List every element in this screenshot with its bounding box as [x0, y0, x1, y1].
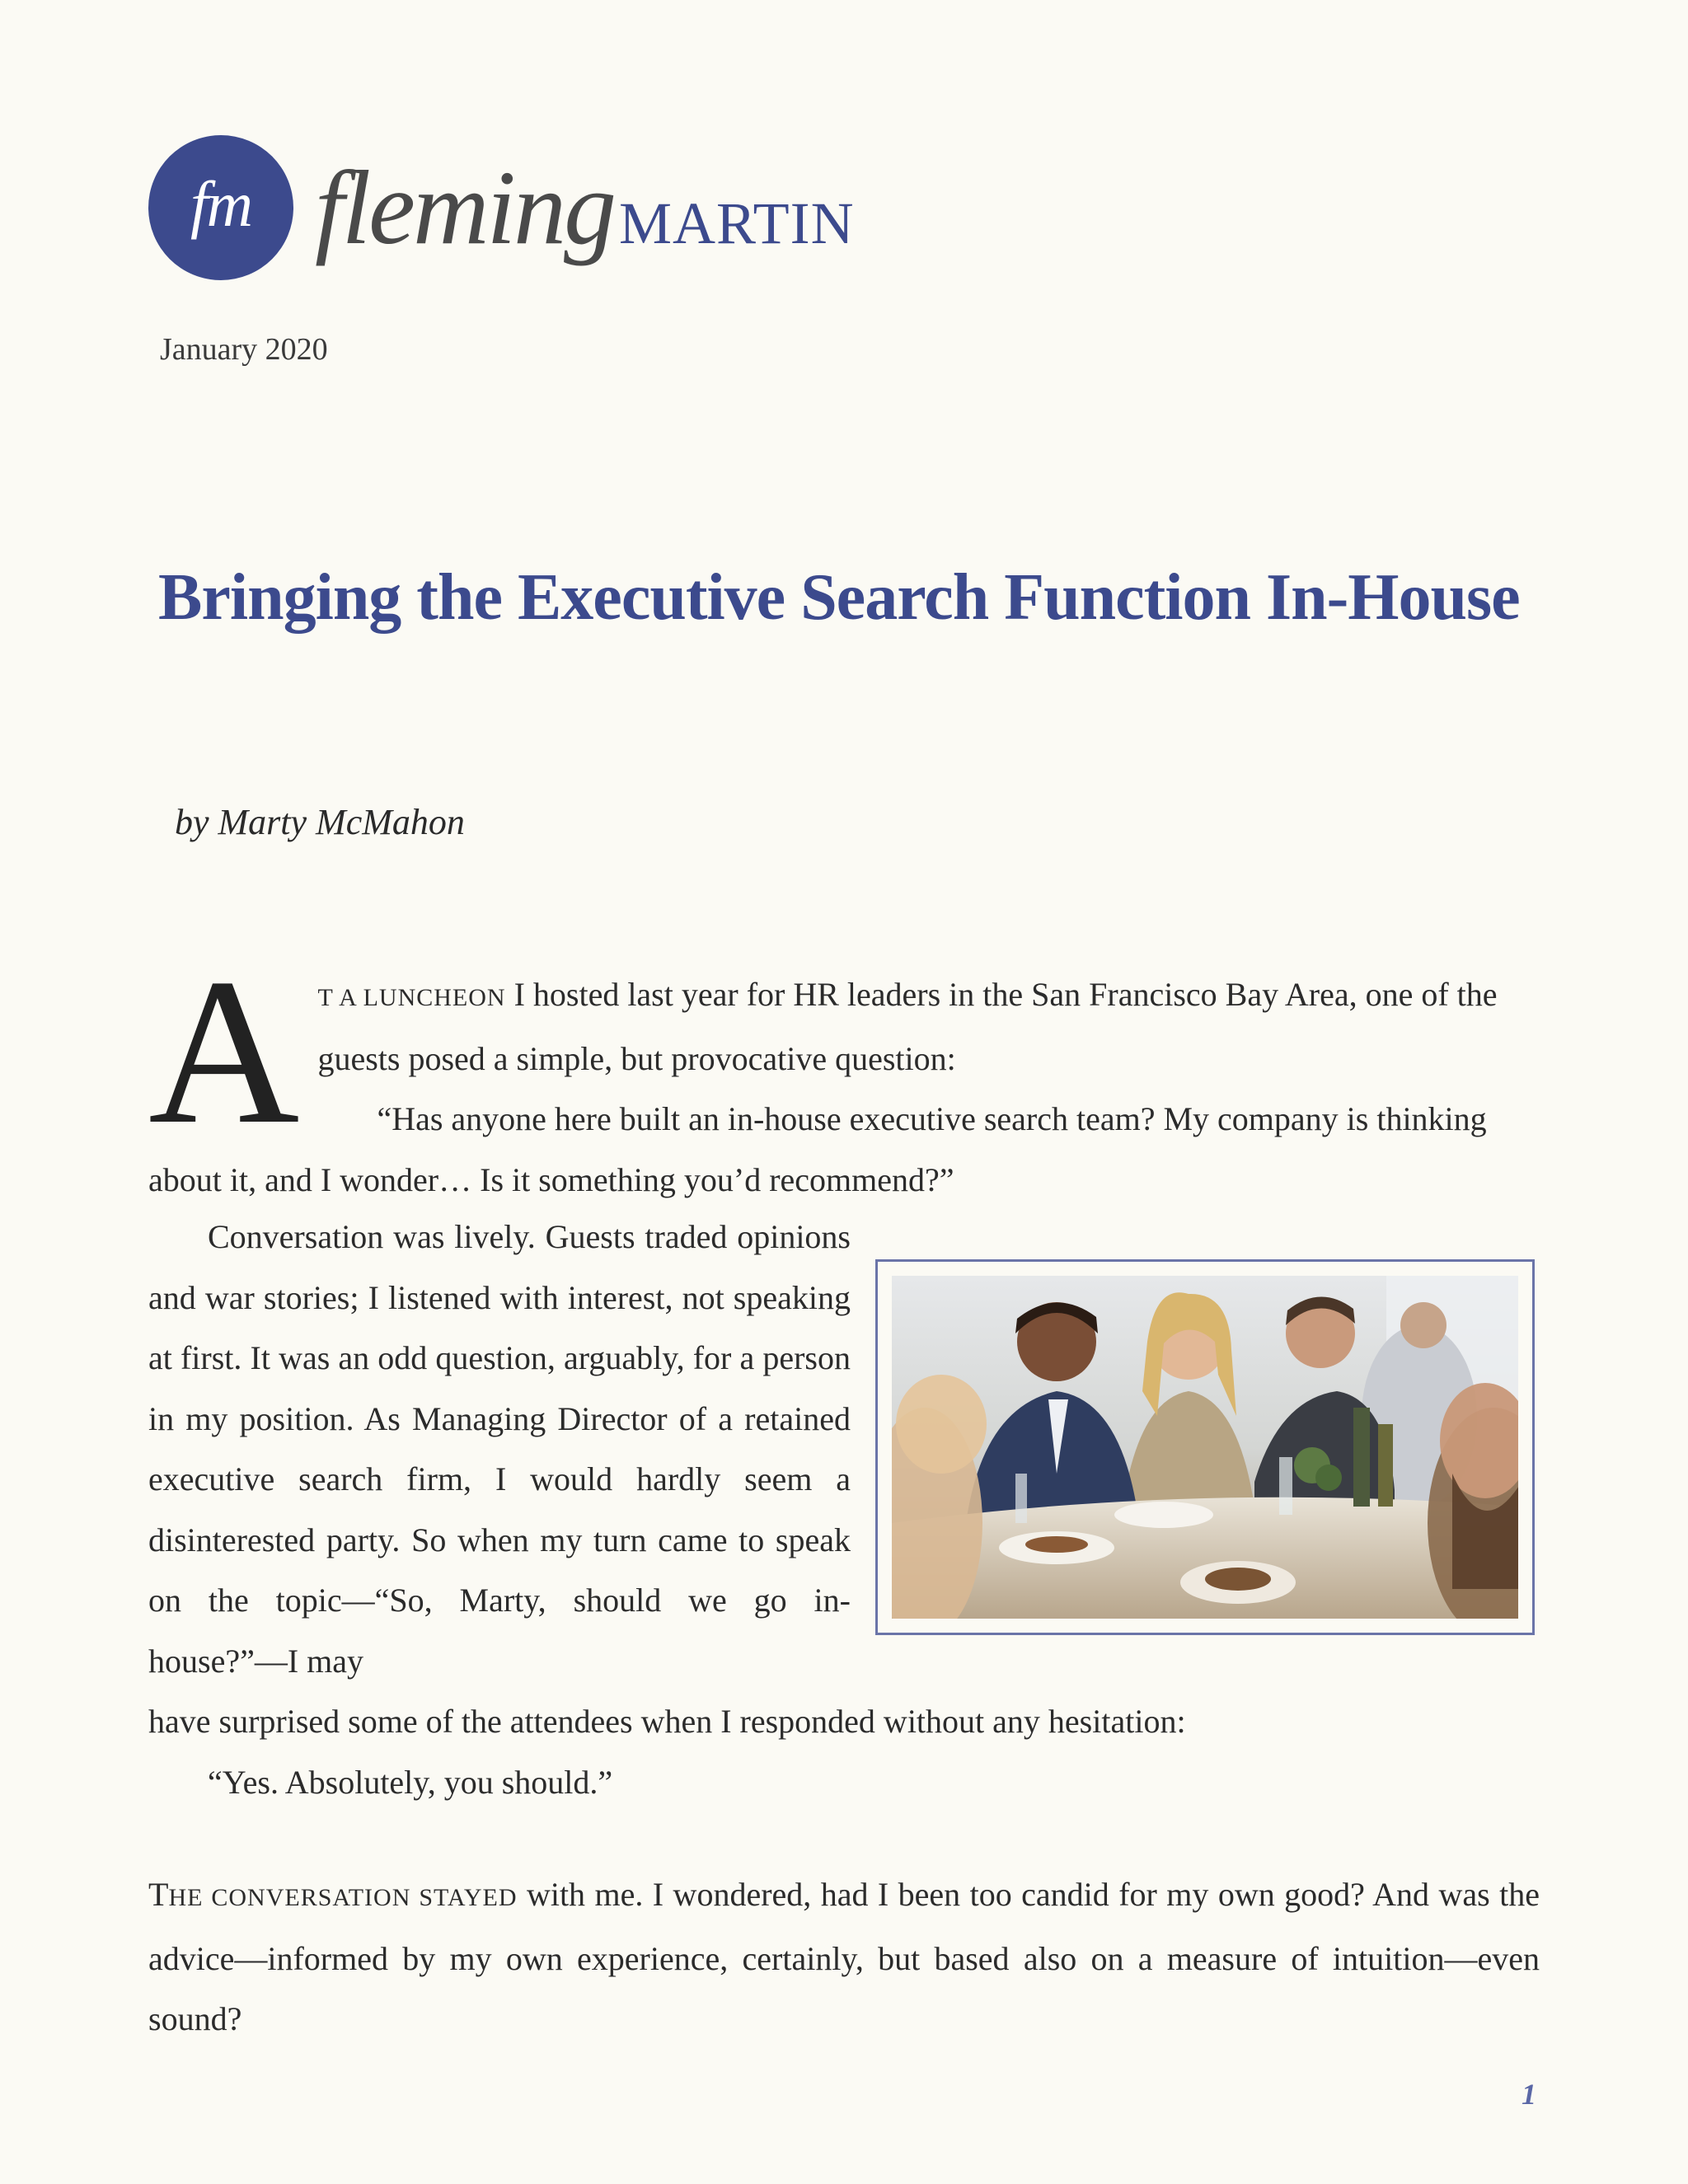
photo-illustration: [892, 1276, 1518, 1619]
follow-up-text: with me. I wondered, had I been too candid for my own good? And was the advice—informed by my own experience, certainly, but based also on a measure of intuition—even sound?: [148, 1876, 1540, 2037]
continued-text: have surprised some of the attendees when I responded without any hesitation:: [148, 1703, 1186, 1740]
logo-word-martin: MARTIN: [618, 190, 855, 256]
page-number: 1: [1522, 2078, 1536, 2111]
company-logo: [148, 134, 855, 282]
drop-cap: A: [148, 935, 300, 1167]
logo-word-fleming: fleming: [315, 148, 614, 266]
answer-quote: “Yes. Absolutely, you should.”: [208, 1763, 613, 1801]
logo-monogram-circle: [148, 135, 293, 280]
intro-paragraph: [317, 976, 1497, 1077]
article-intro: [148, 935, 1540, 1210]
follow-up-smallcaps: HE CONVERSATION STAYED: [168, 1884, 518, 1911]
intro-smallcaps: T A LUNCHEON: [317, 984, 506, 1011]
conversation-paragraph: Conversation was lively. Guests traded opinions and war stories; I listened with interest, not speaking at first. It was an odd question, arguably, for a person in my position. As Managing Director of a retained executive search firm, I would hardly seem a disinterested party. So when my turn came to speak on the topic—“So, Marty, should we go in-house?”—I may: [148, 1218, 851, 1680]
paragraph-wrap-left: [148, 1207, 851, 1691]
intro-text: I hosted last year for HR leaders in the San Francisco Bay Area, one of the guests posed a simple, but provocative question:: [317, 976, 1498, 1077]
follow-up-paragraph: [148, 1864, 1540, 2050]
article-byline: by Marty McMahon: [175, 802, 465, 842]
photo-frame: [875, 1259, 1535, 1635]
paragraph-continued: [148, 1691, 1540, 1812]
article-title: Bringing the Executive Search Function In-House: [158, 561, 1520, 634]
quote-paragraph: “Has anyone here built an in-house executive search team? My company is thinking about it, and I wonder… Is it something you’d recommend?”: [148, 1100, 1487, 1198]
logo-monogram: fm: [190, 168, 251, 240]
logo-wordmark: [315, 148, 855, 269]
publication-date: January 2020: [160, 332, 328, 367]
follow-up-lead-cap: T: [148, 1876, 169, 1913]
business-lunch-photo: [892, 1276, 1518, 1619]
